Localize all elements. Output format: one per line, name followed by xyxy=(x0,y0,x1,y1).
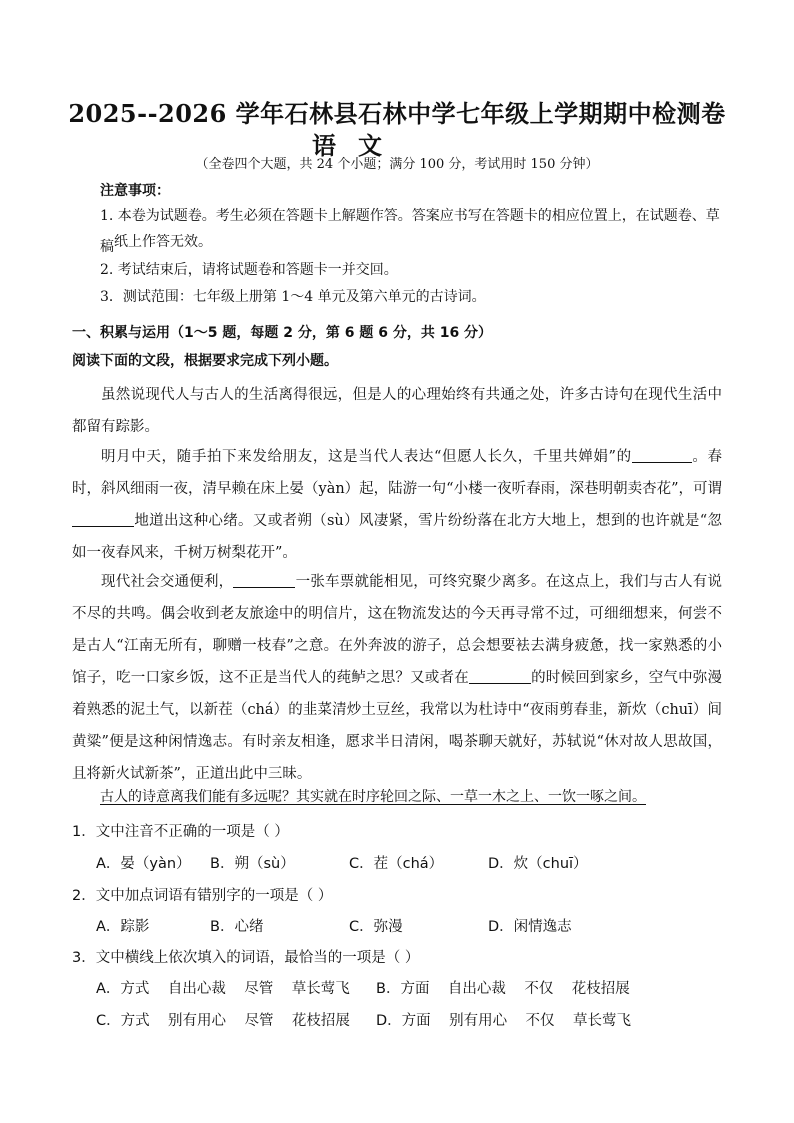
question-3-stem: 3．文中横线上依次填入的词语，最恰当的一项是（ ） xyxy=(72,950,420,966)
passage-text: 地道出这种心绪。又或者朔（sù）风凄紧，雪片纷纷落在北方大地上，想到的也许就是“忽如一夜春风来，千树万树梨花开”。 xyxy=(72,513,722,561)
note-item-1-cont: 纸上作答无效。 xyxy=(114,234,212,250)
question-2-options xyxy=(96,915,572,936)
option-d[interactable]: D．方面 别有用心 不仅 草长莺飞 xyxy=(376,1013,631,1029)
passage-paragraph-1: 虽然说现代人与古人的生活离得很远，但是人的心理始终有共通之处，许多古诗句在现代生活中都留有踪影。 xyxy=(72,387,722,435)
notes-heading: 注意事项： xyxy=(100,183,170,199)
option-c[interactable]: C．方式 别有用心 尽管 花枝招展 xyxy=(96,1013,350,1029)
option-c[interactable]: C．弥漫 xyxy=(349,919,403,935)
option-a[interactable]: A．方式 自出心裁 尽管 草长莺飞 xyxy=(96,981,350,997)
section-1-heading: 一、积累与运用（1～5 题，每题 2 分，第 6 题 6 分，共 16 分） xyxy=(72,325,493,341)
option-b[interactable]: B．方面 自出心裁 不仅 花枝招展 xyxy=(376,981,630,997)
passage-text: 。春时，斜风细雨一夜，清早赖在床上晏（yàn）起，陆游一句“小楼一夜听春雨，深巷明朝卖杏花”，可谓 xyxy=(72,449,723,497)
passage-paragraph-3 xyxy=(72,566,722,790)
note-item-2: 2. 考试结束后，请将试题卷和答题卡一并交回。 xyxy=(100,262,398,278)
passage-text: 明月中天，随手拍下来发给朋友，这是当代人表达“但愿人长久，千里共婵娟”的 xyxy=(101,449,632,465)
answer-blank xyxy=(632,448,692,464)
answer-blank xyxy=(72,512,134,528)
passage-text: 现代社会交通便利， xyxy=(101,574,234,590)
option-b[interactable]: B．心绪 xyxy=(210,919,264,935)
question-2-stem: 2．文中加点词语有错别字的一项是（ ） xyxy=(72,888,333,904)
note-item-3: 3．测试范围：七年级上册第 1～4 单元及第六单元的古诗词。 xyxy=(100,289,486,305)
option-a[interactable]: A．踪影 xyxy=(96,919,150,935)
answer-blank xyxy=(233,573,295,589)
passage-text: 的时候回到家乡，空气中弥漫着熟悉的泥土气，以新茬（chá）的韭菜清炒土豆丝，我常以为杜诗中“夜雨剪春韭，新炊（chuī）间黄粱”便是这种闲情逸志。有时亲友相逢，愿求半日清闲，喝茶聊天就好，苏轼说“休对故人思故国，且将新火试新茶”，正道出此中三昧。 xyxy=(72,670,723,782)
option-d[interactable]: D．炊（chuī） xyxy=(488,856,588,872)
question-1-options xyxy=(96,852,588,873)
subject-title: 语文 xyxy=(312,131,404,160)
option-d[interactable]: D．闲情逸志 xyxy=(488,919,572,935)
passage-summary: 古人的诗意离我们能有多远呢？其实就在时序轮回之际、一草一木之上、一饮一啄之间。 xyxy=(100,789,646,805)
passage-paragraph-2 xyxy=(72,441,722,569)
section-1-instruction: 阅读下面的文段，根据要求完成下列小题。 xyxy=(72,353,338,369)
exam-title: 2025--2026 学年石林县石林中学七年级上学期期中检测卷 xyxy=(68,99,726,128)
option-b[interactable]: B．朔（sù） xyxy=(210,856,295,872)
question-1-stem: 1．文中注音不正确的一项是（ ） xyxy=(72,824,289,840)
question-3-options-row-2 xyxy=(96,1009,631,1030)
answer-blank xyxy=(469,669,531,685)
note-item-1: 1. 本卷为试题卷。考生必须在答题卡上解题作答。答案应书写在答题卡的相应位置上，在试题卷、草稿 xyxy=(100,208,720,255)
option-c[interactable]: C．茬（chá） xyxy=(349,856,444,872)
exam-scope: （全卷四个大题，共 24 个小题；满分 100 分，考试用时 150 分钟） xyxy=(195,157,599,172)
question-3-options-row-1 xyxy=(96,977,630,998)
option-a[interactable]: A．晏（yàn） xyxy=(96,856,191,872)
passage-text: 一张车票就能相见，可终究聚少离多。在这点上，我们与古人有说不尽的共鸣。偶会收到老友旅途中的明信片，这在物流发达的今天再寻常不过，可细细想来，何尝不是古人“江南无所有，聊赠一枝春”之意。在外奔波的游子，总会想要袪去满身疲惫，找一家熟悉的小馆子，吃一口家乡饭，这不正是当代人的莼鲈之思？又或者在 xyxy=(72,574,723,686)
